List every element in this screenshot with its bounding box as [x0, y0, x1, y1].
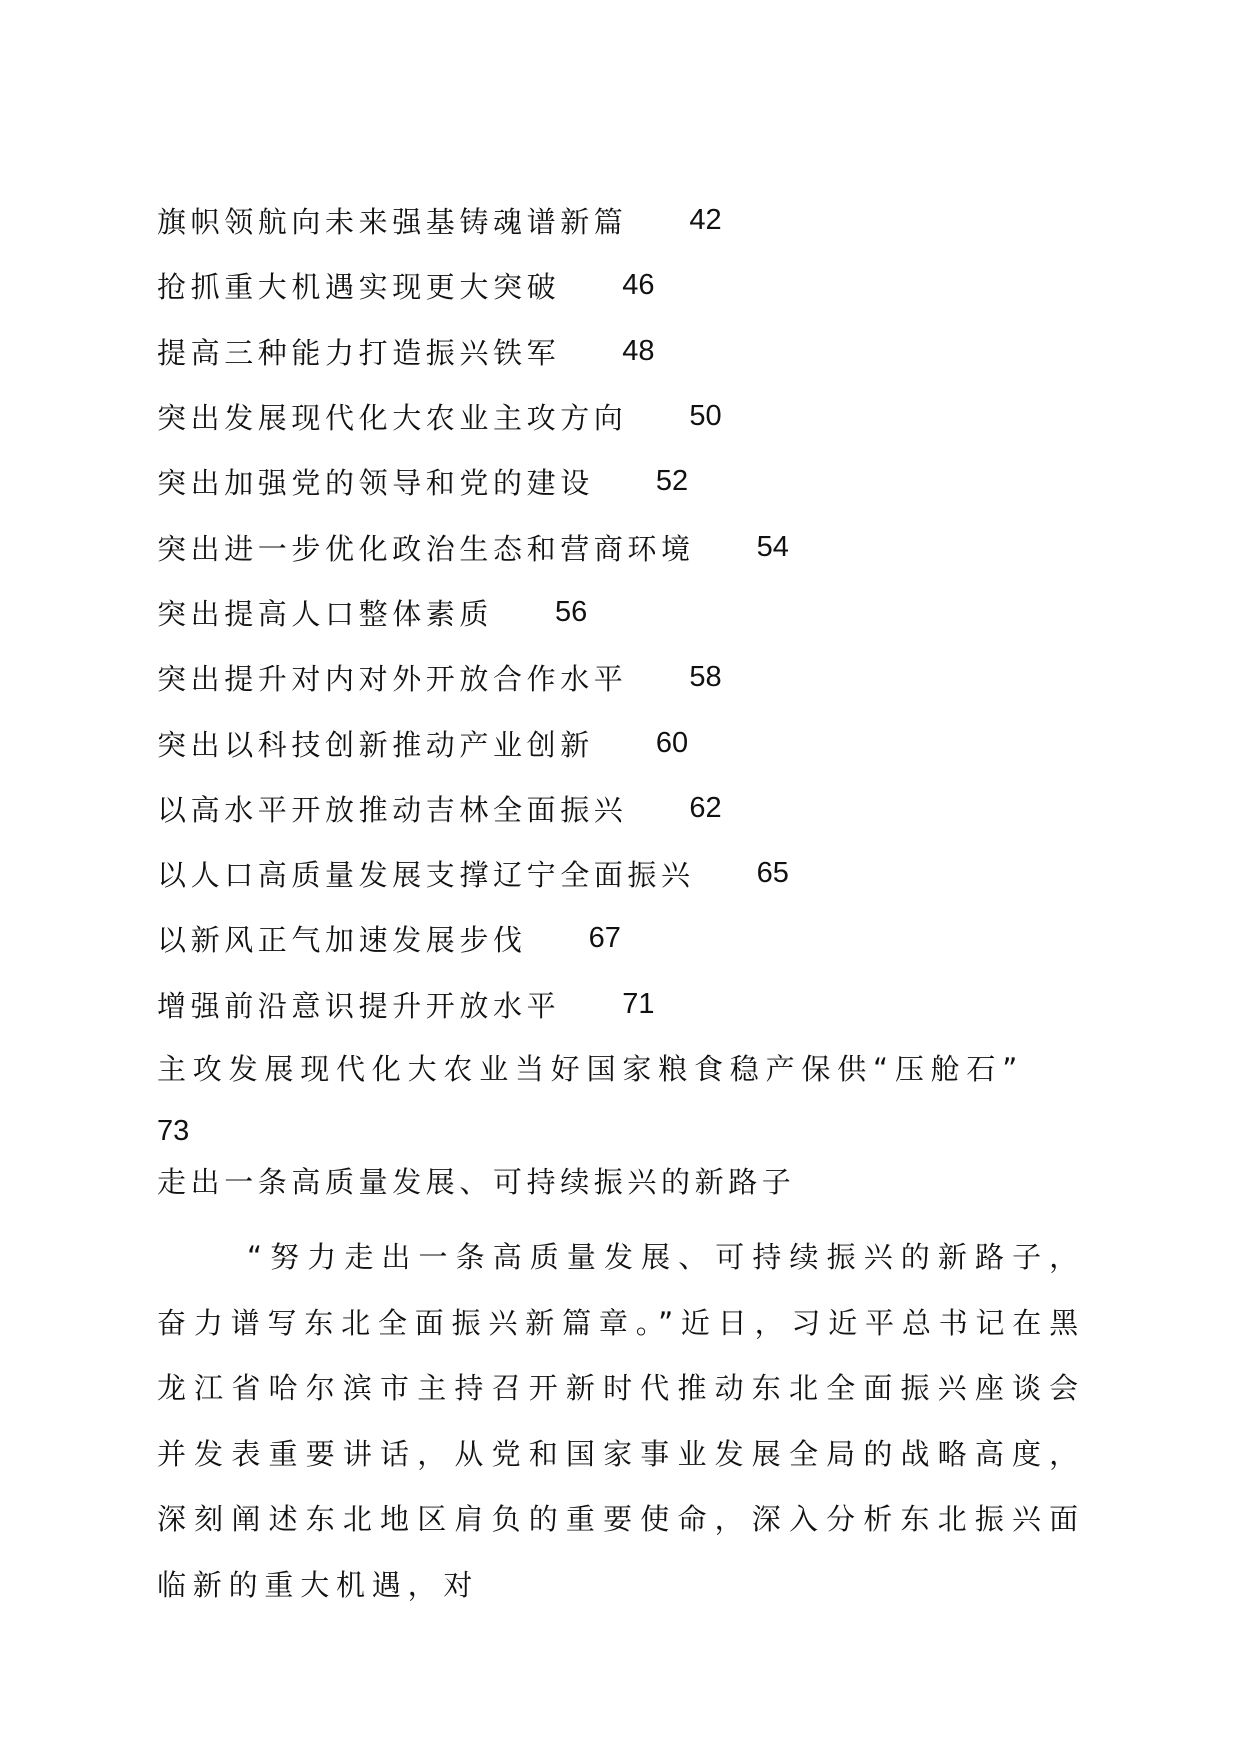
toc-item-title: 突出加强党的领导和党的建设 — [157, 466, 594, 501]
toc-item-title: 抢抓重大机遇实现更大突破 — [157, 270, 561, 305]
toc-item[interactable] — [157, 972, 1097, 1037]
table-of-contents — [157, 188, 1097, 1160]
toc-item-page: 67 — [588, 922, 621, 955]
toc-item-title: 以高水平开放推动吉林全面振兴 — [157, 792, 628, 827]
toc-item-page: 46 — [622, 269, 655, 302]
toc-item-page: 60 — [655, 726, 689, 759]
toc-item-title: 突出提高人口整体素质 — [157, 596, 494, 631]
toc-item-page: 58 — [689, 661, 722, 694]
toc-item[interactable] — [157, 253, 1097, 318]
toc-item[interactable] — [157, 319, 1097, 384]
toc-item[interactable] — [157, 1037, 1097, 1160]
toc-item-title: 突出提升对内对外开放合作水平 — [157, 662, 628, 697]
toc-item-title: 提高三种能力打造振兴铁军 — [157, 335, 561, 370]
toc-item-title: 突出发展现代化大农业主攻方向 — [157, 401, 628, 436]
toc-item-title: 突出以科技创新推动产业创新 — [157, 727, 594, 762]
toc-item-title: 以新风正气加速发展步伐 — [157, 923, 527, 958]
toc-item[interactable] — [157, 514, 1097, 579]
toc-item-page: 71 — [622, 987, 655, 1020]
toc-item-title: 旗帜领航向未来强基铸魂谱新篇 — [157, 205, 628, 240]
toc-item-page: 42 — [689, 204, 722, 237]
toc-item[interactable] — [157, 384, 1097, 449]
toc-item-page: 50 — [689, 400, 722, 433]
toc-item-page: 62 — [689, 791, 722, 824]
toc-item-page: 52 — [655, 465, 689, 498]
toc-item[interactable] — [157, 449, 1097, 514]
toc-item-title: 主攻发展现代化大农业当好国家粮食稳产保供“压舱石” — [157, 1051, 1025, 1086]
toc-item[interactable] — [157, 580, 1097, 645]
toc-item[interactable] — [157, 188, 1097, 253]
toc-item-title: 以人口高质量发展支撑辽宁全面振兴 — [157, 858, 695, 893]
article-heading: 走出一条高质量发展、可持续振兴的新路子 — [157, 1165, 796, 1199]
toc-item-title: 突出进一步优化政治生态和营商环境 — [157, 531, 695, 566]
toc-item[interactable] — [157, 710, 1097, 775]
toc-item-page: 73 — [157, 1114, 190, 1147]
toc-item[interactable] — [157, 841, 1097, 906]
toc-item-page: 48 — [622, 334, 655, 367]
toc-item[interactable] — [157, 776, 1097, 841]
toc-item-page: 54 — [756, 530, 789, 563]
toc-item-title: 增强前沿意识提升开放水平 — [157, 988, 561, 1023]
article-paragraph: “努力走出一条高质量发展、可持续振兴的新路子，奋力谱写东北全面振兴新篇章。”近日，习近平总书记在黑龙江省哈尔滨市主持召开新时代推动东北全面振兴座谈会并发表重要讲话，从党和国家事业发展全局的战略高度，深刻阐述东北地区肩负的重要使命，深入分析东北振兴面临新的重大机遇，对 — [157, 1240, 1085, 1602]
toc-item[interactable] — [157, 645, 1097, 710]
toc-item[interactable] — [157, 906, 1097, 971]
toc-item-page: 56 — [555, 595, 588, 628]
toc-item-page: 65 — [756, 857, 789, 890]
